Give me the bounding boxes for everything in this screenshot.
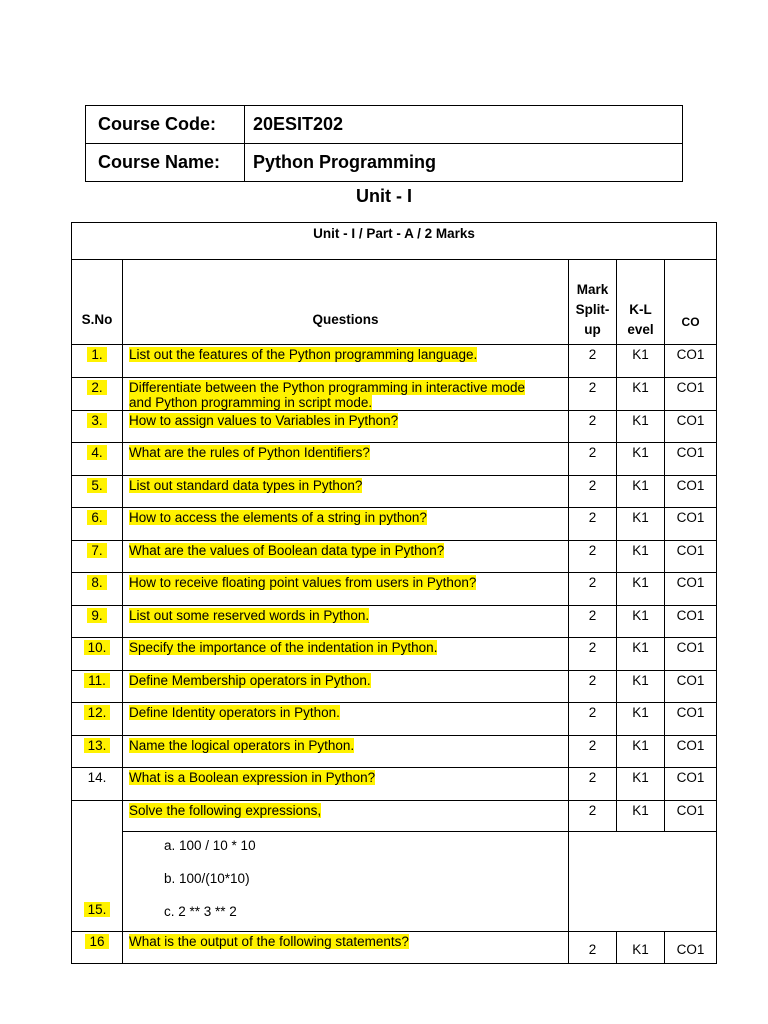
row-sno	[72, 443, 123, 476]
row-question-text: Define Identity operators in Python.	[129, 705, 340, 720]
row-kl: K1	[617, 345, 665, 378]
course-code-value: 20ESIT202	[245, 106, 683, 144]
row-question-text: What is a Boolean expression in Python?	[129, 770, 376, 785]
row16-mark: 2	[569, 931, 617, 964]
sub-expression-c: c. 2 ** 3 ** 2	[164, 903, 237, 919]
table-row	[72, 377, 717, 410]
row-mark: 2	[569, 670, 617, 703]
row-mark: 2	[569, 410, 617, 443]
course-name-label: Course Name:	[86, 144, 245, 182]
kl-header-line1: K-L	[629, 302, 652, 317]
row-sno	[72, 377, 123, 410]
row-mark: 2	[569, 638, 617, 671]
row-question-text: Specify the importance of the indentation in Python.	[129, 640, 438, 655]
table-row-15-sub	[72, 831, 717, 931]
row-kl: K1	[617, 670, 665, 703]
row-kl: K1	[617, 410, 665, 443]
row-question	[123, 377, 569, 410]
row-kl: K1	[617, 703, 665, 736]
table-row-16	[72, 931, 717, 964]
row-sno-text: 4.	[87, 445, 106, 460]
sub-expression-list	[129, 832, 550, 931]
row-mark: 2	[569, 703, 617, 736]
row16-co: CO1	[665, 931, 717, 964]
sno-header: S.No	[72, 260, 123, 345]
row-sno	[72, 508, 123, 541]
row-mark: 2	[569, 735, 617, 768]
row-question-text: How to access the elements of a string in python?	[129, 510, 427, 525]
row-mark: 2	[569, 768, 617, 801]
row-question-text: How to assign values to Variables in Python?	[129, 412, 399, 428]
row-question	[123, 508, 569, 541]
row-kl: K1	[617, 573, 665, 606]
header-row	[72, 260, 717, 345]
row-sno	[72, 703, 123, 736]
row-co: CO1	[665, 410, 717, 443]
sub-expression-a: a. 100 / 10 * 10	[164, 837, 256, 853]
row-question-text: Differentiate between the Python programming in interactive mode and Python programming in script mode.	[129, 379, 525, 410]
row-sno-text: 5.	[87, 478, 106, 493]
row16-sno	[72, 931, 123, 964]
row-sno-text: 3.	[87, 413, 106, 428]
row-kl: K1	[617, 443, 665, 476]
row-mark: 2	[569, 573, 617, 606]
table-row	[72, 540, 717, 573]
table-row	[72, 443, 717, 476]
row-question	[123, 638, 569, 671]
row-question	[123, 703, 569, 736]
row-kl: K1	[617, 768, 665, 801]
row-sno-text: 10.	[84, 640, 111, 655]
row15-kl: K1	[617, 800, 665, 831]
mark-header-line2: Split-	[575, 302, 610, 317]
row-co: CO1	[665, 508, 717, 541]
row-question-text: How to receive floating point values from users in Python?	[129, 575, 477, 590]
row-sno-text: 8.	[87, 575, 106, 590]
row-co: CO1	[665, 670, 717, 703]
row16-question	[123, 931, 569, 964]
row-kl: K1	[617, 735, 665, 768]
row-sno-text: 9.	[87, 608, 106, 623]
questions-body	[72, 345, 717, 964]
row-question-text: What are the rules of Python Identifiers?	[129, 445, 370, 460]
mark-header-line1: Mark	[576, 282, 609, 297]
part-title: Unit - I / Part - A / 2 Marks	[72, 223, 717, 260]
row-co: CO1	[665, 735, 717, 768]
row-sno	[72, 540, 123, 573]
row-co: CO1	[665, 475, 717, 508]
row-question	[123, 605, 569, 638]
row15-sub-empty	[569, 831, 717, 931]
row-mark: 2	[569, 508, 617, 541]
row-kl: K1	[617, 508, 665, 541]
part-title-row	[72, 223, 717, 260]
row-sno	[72, 670, 123, 703]
sub-expression-b: b. 100/(10*10)	[164, 870, 250, 886]
row-kl: K1	[617, 540, 665, 573]
row-question	[123, 735, 569, 768]
row-question	[123, 670, 569, 703]
row15-mark: 2	[569, 800, 617, 831]
row-kl: K1	[617, 605, 665, 638]
table-row	[72, 703, 717, 736]
row-sno-text: 11.	[84, 673, 110, 688]
row-question-text: List out the features of the Python programming language.	[129, 347, 478, 362]
row-question	[123, 345, 569, 378]
row-sno-text: 1.	[87, 347, 106, 362]
row-sno-text: 2.	[87, 380, 106, 395]
row-sno	[72, 638, 123, 671]
row-sno	[72, 735, 123, 768]
row-co: CO1	[665, 638, 717, 671]
row-sno-text: 14.	[87, 770, 107, 785]
course-name-row	[86, 144, 683, 182]
questions-header: Questions	[123, 260, 569, 345]
row-kl: K1	[617, 638, 665, 671]
course-info-table	[85, 105, 683, 182]
row15-sno	[72, 800, 123, 931]
row-question	[123, 443, 569, 476]
row-question	[123, 410, 569, 443]
row-sno	[72, 768, 123, 801]
row16-question-text: What is the output of the following statements?	[129, 933, 409, 949]
row15-question	[123, 800, 569, 831]
row16-kl: K1	[617, 931, 665, 964]
row-sno	[72, 345, 123, 378]
row-co: CO1	[665, 443, 717, 476]
table-row	[72, 508, 717, 541]
row-question-text: Define Membership operators in Python.	[129, 672, 371, 688]
row-sno-text: 6.	[87, 510, 106, 525]
table-row	[72, 735, 717, 768]
row-question-text: What are the values of Boolean data type in Python?	[129, 542, 445, 558]
row16-sno-text: 16	[85, 934, 108, 949]
row-question	[123, 475, 569, 508]
row-sno	[72, 605, 123, 638]
row-co: CO1	[665, 540, 717, 573]
row-co: CO1	[665, 573, 717, 606]
row-question	[123, 573, 569, 606]
row-sno	[72, 410, 123, 443]
row-mark: 2	[569, 443, 617, 476]
row-sno	[72, 475, 123, 508]
row-question-text: List out some reserved words in Python.	[129, 607, 370, 623]
table-row	[72, 573, 717, 606]
row-sno-text: 12.	[84, 705, 111, 720]
course-name-value: Python Programming	[245, 144, 683, 182]
row15-question-text: Solve the following expressions,	[129, 802, 322, 818]
table-row-15	[72, 800, 717, 831]
table-row	[72, 670, 717, 703]
row15-sub-expressions	[123, 831, 569, 931]
row-mark: 2	[569, 475, 617, 508]
row-mark: 2	[569, 540, 617, 573]
table-row	[72, 345, 717, 378]
course-code-row	[86, 106, 683, 144]
row-co: CO1	[665, 605, 717, 638]
unit-title: Unit - I	[356, 186, 412, 206]
course-code-label: Course Code:	[86, 106, 245, 144]
row-co: CO1	[665, 768, 717, 801]
row15-sno-text: 15.	[84, 902, 111, 917]
row-question-text: List out standard data types in Python?	[129, 477, 363, 493]
row-co: CO1	[665, 377, 717, 410]
row-co: CO1	[665, 703, 717, 736]
row-question	[123, 768, 569, 801]
row15-co: CO1	[665, 800, 717, 831]
mark-header	[569, 260, 617, 345]
row-mark: 2	[569, 605, 617, 638]
row-kl: K1	[617, 377, 665, 410]
kl-header-line2: evel	[627, 322, 654, 337]
row-question	[123, 540, 569, 573]
row-co: CO1	[665, 345, 717, 378]
row-sno-text: 7.	[87, 543, 106, 558]
co-header: CO	[665, 260, 717, 345]
row-mark: 2	[569, 377, 617, 410]
row-sno	[72, 573, 123, 606]
table-row	[72, 475, 717, 508]
table-row	[72, 410, 717, 443]
questions-table	[71, 222, 717, 964]
kl-header	[617, 260, 665, 345]
table-row	[72, 768, 717, 801]
row-mark: 2	[569, 345, 617, 378]
table-row	[72, 605, 717, 638]
row-sno-text: 13.	[84, 738, 111, 753]
row-question-text: Name the logical operators in Python.	[129, 737, 355, 753]
row-kl: K1	[617, 475, 665, 508]
table-row	[72, 638, 717, 671]
mark-header-line3: up	[584, 322, 601, 337]
